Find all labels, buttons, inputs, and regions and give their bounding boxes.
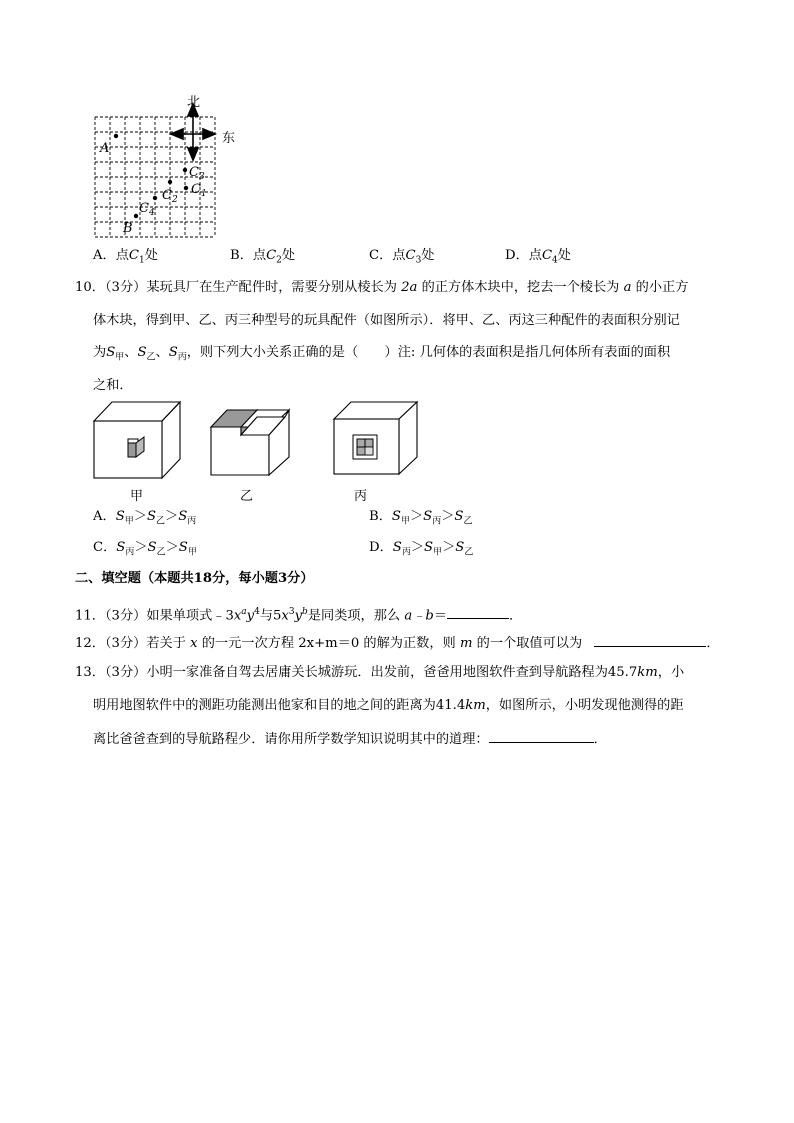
q11-answer-blank[interactable] (447, 605, 509, 619)
svg-text:C4: $C_4$ (139, 201, 155, 218)
q10-option-d: D．$S_丙>S_甲>S_乙$ (369, 540, 474, 558)
direction-grid-figure (85, 92, 245, 242)
q10-option-c: C．$S_丙>S_乙>S_甲$ (93, 540, 197, 558)
svg-text:C2: $C_2$ (162, 188, 178, 205)
svg-text:C1: $C_1$ (191, 182, 207, 199)
q13-answer-blank[interactable] (489, 729, 594, 743)
cube-jia-figure (92, 399, 184, 481)
q9-option-d: D．点$C_4$处 (505, 248, 571, 266)
cube-jia-label: 甲 (130, 489, 144, 504)
point-a-label: A (100, 141, 110, 156)
east-label: 东 (222, 131, 236, 146)
cube-bing-figure (331, 399, 421, 477)
q9-option-c: C．点$C_3$处 (369, 248, 435, 266)
q10-line3: 为$S_甲$、$S_乙$、$S_丙$，则下列大小关系正确的是（ ）注: 几何体的表面积是指几何体所有表面的面积 (93, 345, 671, 363)
q13-line2: 明用地图软件中的测距功能测出他家和目的地之间的距离为41.4km，如图所示，小明发现他测得的距 (93, 698, 684, 713)
q10-option-a: A．$S_甲>S_乙>S_丙$ (93, 509, 197, 527)
q9-option-b: B．点$C_2$处 (230, 248, 296, 266)
section-heading-fill-in: 二、填空题（本题共18分，每小题3分） (75, 571, 314, 586)
q13-line3: 离比爸爸查到的导航路程少．请你用所学数学知识说明其中的道理： ． (93, 729, 607, 749)
svg-text:C3: $C_3$ (189, 165, 205, 182)
point-b-label: B (123, 221, 133, 236)
q10-line4: 之和． (93, 378, 133, 393)
q13-line1: 13．（3分）小明一家准备自驾去居庸关长城游玩．出发前，爸爸用地图软件查到导航路程为45.7km，小 (75, 665, 685, 680)
q10-line1: 10．（3分）某玩具厂在生产配件时，需要分别从棱长为 2a 的正方体木块中，挖去一个棱长为 a 的小正方 (75, 280, 689, 295)
point-c3-sub: 3 (198, 172, 205, 182)
cube-yi-figure (209, 405, 295, 477)
q12-answer-blank[interactable] (594, 633, 706, 647)
q9-option-a: A．点$C_1$处 (93, 248, 158, 266)
cube-bing-label: 丙 (354, 489, 368, 504)
q12: 12．（3分）若关于 x 的一元一次方程 2x+m＝0 的解为正数，则 m 的一个取值可以为 ． (75, 633, 720, 653)
compass-arrows (171, 104, 215, 160)
q10-option-b: B．$S_甲>S_丙>S_乙$ (369, 509, 473, 527)
q10-line2: 体木块，得到甲、乙、丙三种型号的玩具配件（如图所示）．将甲、乙、丙这三种配件的表面积分别记 (93, 313, 680, 328)
cube-yi-label: 乙 (240, 489, 254, 504)
north-label: 北 (187, 95, 201, 110)
q11: 11．（3分）如果单项式$﹣3x^ay^4$与$5x^3y^b$是同类项，那么 a﹣b＝ ． (75, 607, 523, 624)
